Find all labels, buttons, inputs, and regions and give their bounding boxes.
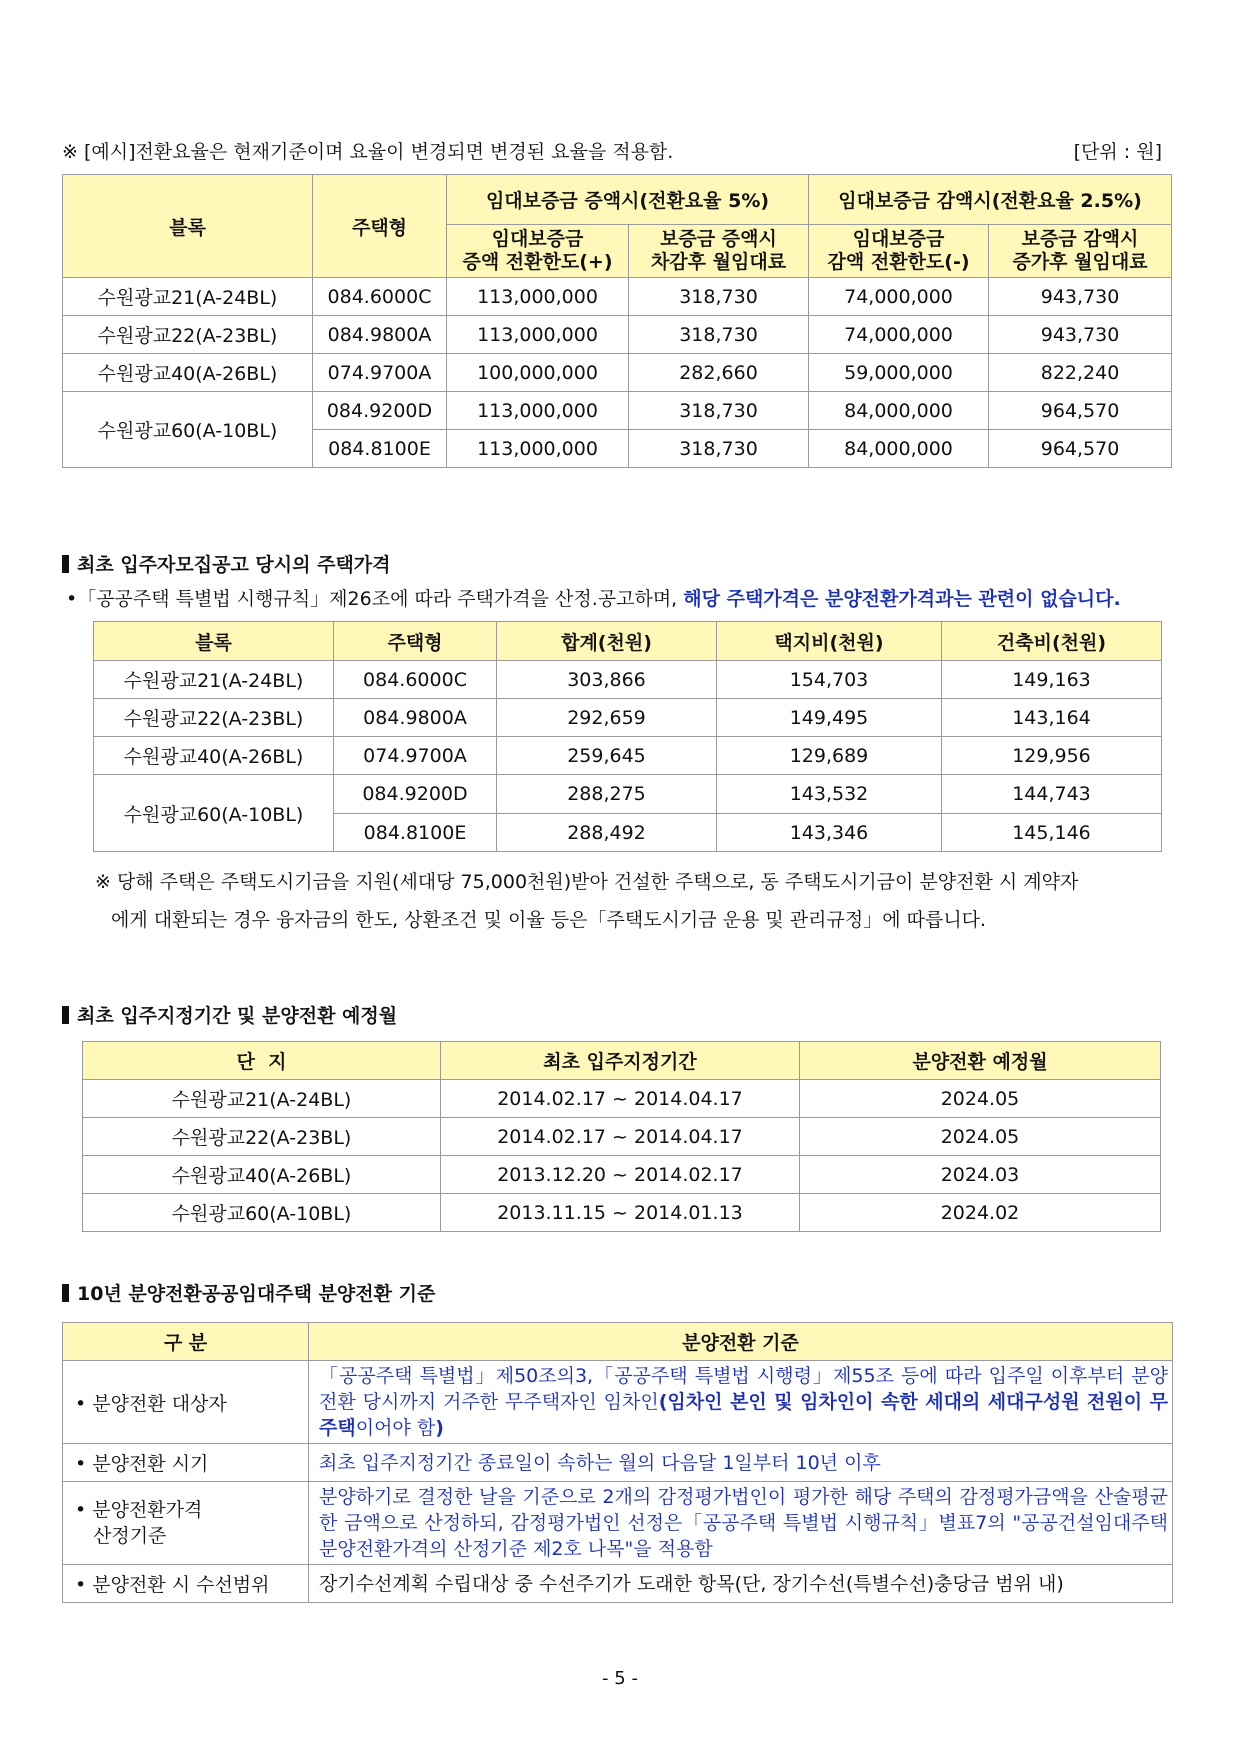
table-row: 수원광교40(A-26BL) 074.9700A 100,000,000 282,660 59,000,000 822,240 xyxy=(63,354,1172,392)
section-bar-icon xyxy=(62,555,69,573)
section-title-initial-price: 최초 입주자모집공고 당시의 주택가격 xyxy=(62,550,391,577)
section-title-move-in: 최초 입주지정기간 및 분양전환 예정월 xyxy=(62,1001,397,1028)
conversion-rate-note xyxy=(62,137,1162,164)
initial-price-table: 블록 주택형 합계(천원) 택지비(천원) 건축비(천원) 수원광교21(A-24BL) 084.6000C 303,866 154,703 149,163 수원광교22(A-23BL) 084.9800A 292,659 149,495 143,164 수원광교40(A-26BL) 074.9700A 259,645 129,689 129,956 수원광교60(A-10BL) 084.9200D 288,275 143,532 144,743 084.8100E 288,492 143,346 145,146 xyxy=(93,621,1162,852)
table-row: 084.8100E 288,492 143,346 145,146 xyxy=(94,814,1162,852)
header-type: 주택형 xyxy=(313,175,447,278)
section-bar-icon xyxy=(62,1006,69,1024)
note-text: ※ [예시]전환요율은 현재기준이며 요율이 변경되면 변경된 요율을 적용함. xyxy=(62,141,674,163)
header-decrease: 임대보증금 감액시(전환요율 2.5%) xyxy=(809,175,1172,225)
table-row: 수원광교22(A-23BL) 2014.02.17 ~ 2014.04.17 2024.05 xyxy=(83,1118,1161,1156)
table-row: 수원광교21(A-24BL) 2014.02.17 ~ 2014.04.17 2024.05 xyxy=(83,1080,1161,1118)
table-row: 수원광교22(A-23BL) 084.9800A 113,000,000 318,730 74,000,000 943,730 xyxy=(63,316,1172,354)
conversion-table xyxy=(62,174,1172,468)
header-increase: 임대보증금 증액시(전환요율 5%) xyxy=(447,175,809,225)
page-number: - 5 - xyxy=(602,1668,638,1689)
table-row: • 분양전환 시 수선범위 장기수선계획 수립대상 중 수선주기가 도래한 항목(단, 장기수선(특별수선)충당금 범위 내) xyxy=(63,1565,1173,1603)
table-row: 수원광교21(A-24BL) 084.6000C 303,866 154,703 149,163 xyxy=(94,661,1162,699)
move-in-table: 단 지 최초 입주지정기간 분양전환 예정월 수원광교21(A-24BL) 2014.02.17 ~ 2014.04.17 2024.05 수원광교22(A-23BL) 2014.02.17 ~ 2014.04.17 2024.05 수원광교40(A-26BL) 2013.12.20 ~ 2014.02.17 2024.03 수원광교60(A-10BL) 2013.11.15 ~ 2014.01.13 2024.02 xyxy=(82,1041,1161,1232)
table-row: 수원광교40(A-26BL) 074.9700A 259,645 129,689 129,956 xyxy=(94,737,1162,775)
header-dec-limit: 임대보증금 감액 전환한도(-) xyxy=(809,225,989,278)
unit-label: [단위 : 원] xyxy=(1073,141,1162,163)
criteria-table: 구 분 분양전환 기준 • 분양전환 대상자 「공공주택 특별법」제50조의3,「공공주택 특별법 시행령」제55조 등에 따라 입주일 이후부터 분양전환 당시까지 거주한 무주택자인 임차인(임차인 본인 및 임차인이 속한 세대의 세대구성원 전원이 무주택이어야 함) • 분양전환 시기 최초 입주지정기간 종료일이 속하는 월의 다음달 1일부터 10년 이후 • 분양전환가격 산정기준 분양하기로 결정한 날을 기준으로 2개의 감정평가법인이 평가한 해당 주택의 감정평가금액을 산술평균한 금액으로 산정하되, 감정평가법인 선정은「공공주택 특별법 시행규칙」별표7의 "공공건설임대주택 분양전환가격의 산정기준 제2호 나목"을 적용함 • 분양전환 시 수선범위 장기수선계획 수립대상 중 수선주기가 도래한 항목(단, 장기수선(특별수선)충당금 범위 내) xyxy=(62,1322,1173,1603)
table-row: • 분양전환 시기 최초 입주지정기간 종료일이 속하는 월의 다음달 1일부터 10년 이후 xyxy=(63,1444,1173,1482)
section-bar-icon xyxy=(62,1284,69,1302)
header-inc-rent: 보증금 증액시 차감후 월임대료 xyxy=(629,225,809,278)
table-row: • 분양전환가격 산정기준 분양하기로 결정한 날을 기준으로 2개의 감정평가법인이 평가한 해당 주택의 감정평가금액을 산술평균한 금액으로 산정하되, 감정평가법인 선정은「공공주택 특별법 시행규칙」별표7의 "공공건설임대주택 분양전환가격의 산정기준 제2호 나목"을 적용함 xyxy=(63,1482,1173,1565)
fund-note: ※ 당해 주택은 주택도시기금을 지원(세대당 75,000천원)받아 건설한 주택으로, 동 주택도시기금이 분양전환 시 계약자 에게 대환되는 경우 융자금의 한도, 상환조건 및 이율 등은「주택도시기금 운용 및 관리규정」에 따릅니다. xyxy=(95,871,1079,931)
table-row: 수원광교60(A-10BL) 084.9200D 113,000,000 318,730 84,000,000 964,570 xyxy=(63,392,1172,430)
table-row: 수원광교40(A-26BL) 2013.12.20 ~ 2014.02.17 2024.03 xyxy=(83,1156,1161,1194)
table-row: 수원광교60(A-10BL) 084.9200D 288,275 143,532 144,743 xyxy=(94,775,1162,814)
header-inc-limit: 임대보증금 증액 전환한도(+) xyxy=(447,225,629,278)
table-row: 084.8100E 113,000,000 318,730 84,000,000 964,570 xyxy=(63,430,1172,468)
price-bullet: •「공공주택 특별법 시행규칙」제26조에 따라 주택가격을 산정.공고하며, 해당 주택가격은 분양전환가격과는 관련이 없습니다. xyxy=(66,588,1121,610)
table-row: 수원광교22(A-23BL) 084.9800A 292,659 149,495 143,164 xyxy=(94,699,1162,737)
section-title-criteria: 10년 분양전환공공임대주택 분양전환 기준 xyxy=(62,1279,435,1306)
header-block: 블록 xyxy=(63,175,313,278)
table-row: 수원광교60(A-10BL) 2013.11.15 ~ 2014.01.13 2024.02 xyxy=(83,1194,1161,1232)
table-row: • 분양전환 대상자 「공공주택 특별법」제50조의3,「공공주택 특별법 시행령」제55조 등에 따라 입주일 이후부터 분양전환 당시까지 거주한 무주택자인 임차인(임차인 본인 및 임차인이 속한 세대의 세대구성원 전원이 무주택이어야 함) xyxy=(63,1361,1173,1444)
header-dec-rent: 보증금 감액시 증가후 월임대료 xyxy=(989,225,1172,278)
table-row: 수원광교21(A-24BL) 084.6000C 113,000,000 318,730 74,000,000 943,730 xyxy=(63,278,1172,316)
